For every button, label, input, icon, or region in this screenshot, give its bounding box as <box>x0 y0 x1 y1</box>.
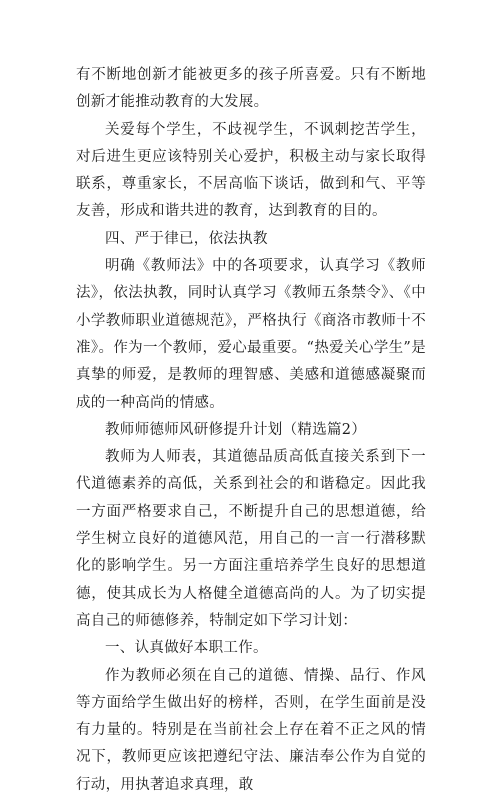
paragraph-moral-example: 教师为人师表，其道德品质高低直接关系到下一代道德素养的高低，关系到社会的和谐稳定。因此我一方面严格要求自己，不断提升自己的思想道德，给学生树立良好的道德风范，用自己的一言一行潜移默化的影响学生。另一方面注重培养学生良好的思想道德，使其成长为人格健全道德高尚的人。为了切实提高自己的师德修养，特制定如下学习计划： <box>76 449 426 629</box>
section-heading-one: 一、认真做好本职工作。 <box>105 640 268 657</box>
paragraph-care-for-students: 关爱每个学生，不歧视学生，不讽刺挖苦学生，对后进生更应该特别关心爱护，积极主动与家长取得联系，尊重家长，不居高临下谈话，做到和气、平等友善，形成和谐共进的教育，达到教育的目的。 <box>76 121 426 220</box>
paragraph-role-model: 作为教师必须在自己的道德、情操、品行、作风等方面给学生做出好的榜样，否则，在学生面前是没有力量的。特别是在当前社会上存在着不正之风的情况下，教师更应该把遵纪守法、廉洁奉公作为自觉的行动，用执著追求真理，敢 <box>76 667 426 793</box>
section-heading-four: 四、严于律已，依法执教 <box>105 230 268 247</box>
document-page <box>76 62 426 799</box>
article-subtitle: 教师师德师风研修提升计划（精选篇2） <box>105 421 367 438</box>
paragraph-innovation-ending: 有不断地创新才能被更多的孩子所喜爱。只有不断地创新才能推动教育的大发展。 <box>76 67 426 111</box>
paragraph-teacher-law: 明确《教师法》中的各项要求，认真学习《教师法》，依法执教，同时认真学习《教师五条禁令》、《中小学教师职业道德规范》，严格执行《商洛市教师十不准》。作为一个教师，爱心最重要。“热爱关心学生”是真挚的师爱，是教师的理智感、美感和道德感凝聚而成的一种高尚的情感。 <box>76 258 426 411</box>
